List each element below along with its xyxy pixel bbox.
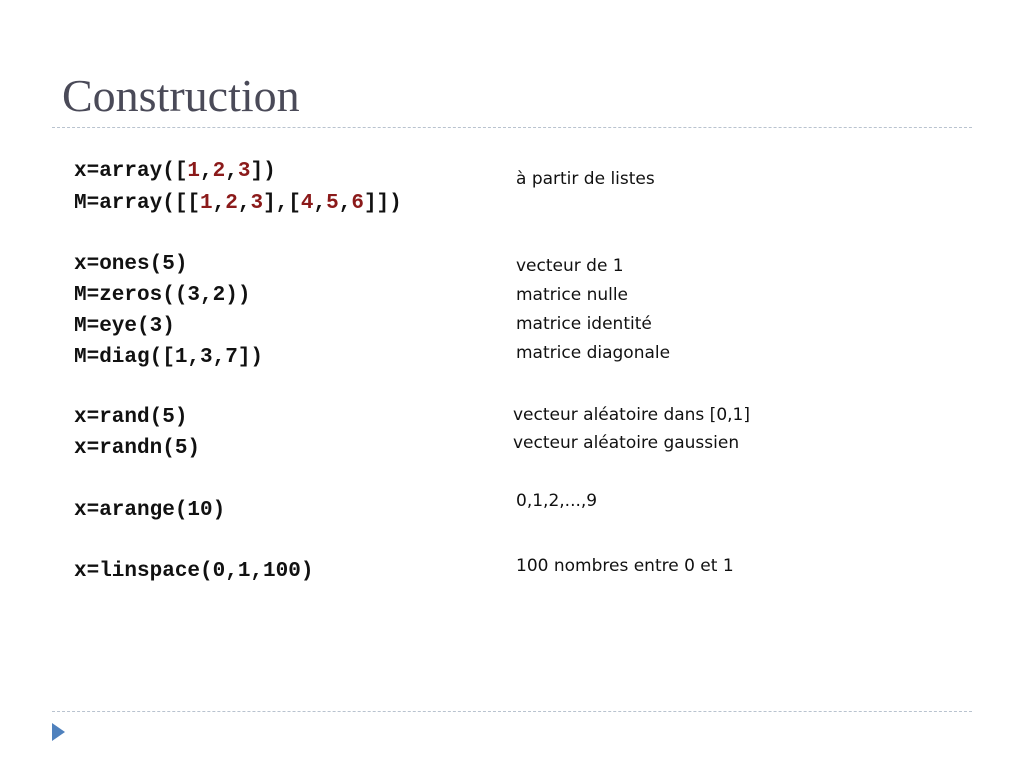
code-rand: x=rand(5) <box>74 406 188 429</box>
code-text: M=array([[ <box>74 192 201 215</box>
desc-arange: 0,1,2,...,9 <box>516 491 598 511</box>
code-text: ]) <box>250 160 276 183</box>
top-divider <box>52 127 972 128</box>
number-literal: 3 <box>237 160 251 183</box>
number-literal: 3 <box>250 192 264 215</box>
number-literal: 2 <box>212 160 226 183</box>
code-text: , <box>212 192 226 215</box>
code-text: , <box>225 160 238 183</box>
number-literal: 2 <box>225 192 238 215</box>
number-literal: 4 <box>300 192 314 215</box>
code-array-matrix <box>74 191 402 217</box>
slide-title: Construction <box>62 70 300 121</box>
desc-rand: vecteur aléatoire dans [0,1] <box>513 405 750 425</box>
desc-linspace: 100 nombres entre 0 et 1 <box>516 556 734 576</box>
code-text: , <box>200 160 213 183</box>
desc-randn: vecteur aléatoire gaussien <box>513 433 740 453</box>
desc-eye: matrice identité <box>516 314 652 334</box>
code-text: x=array([ <box>74 160 188 183</box>
number-literal: 6 <box>351 192 364 215</box>
code-text: , <box>313 192 327 215</box>
code-zeros: M=zeros((3,2)) <box>74 284 251 307</box>
bottom-divider <box>52 711 972 712</box>
code-text: , <box>237 192 251 215</box>
desc-zeros: matrice nulle <box>516 285 629 305</box>
code-text: , <box>338 192 352 215</box>
code-diag: M=diag([1,3,7]) <box>74 346 264 369</box>
number-literal: 1 <box>200 192 213 215</box>
triangle-right-icon[interactable] <box>50 722 66 742</box>
desc-lists: à partir de listes <box>516 169 655 189</box>
code-eye: M=eye(3) <box>74 315 175 338</box>
desc-diag: matrice diagonale <box>516 343 671 363</box>
code-linspace: x=linspace(0,1,100) <box>74 560 314 583</box>
code-text: ],[ <box>263 192 301 215</box>
number-literal: 1 <box>187 160 201 183</box>
code-array-vector <box>74 159 276 185</box>
code-randn: x=randn(5) <box>74 437 201 460</box>
triangle-right-icon-shape <box>52 723 65 741</box>
code-arange: x=arange(10) <box>74 499 226 522</box>
code-ones: x=ones(5) <box>74 253 188 276</box>
number-literal: 5 <box>326 192 339 215</box>
desc-ones: vecteur de 1 <box>516 256 624 276</box>
code-text: ]]) <box>363 192 402 215</box>
